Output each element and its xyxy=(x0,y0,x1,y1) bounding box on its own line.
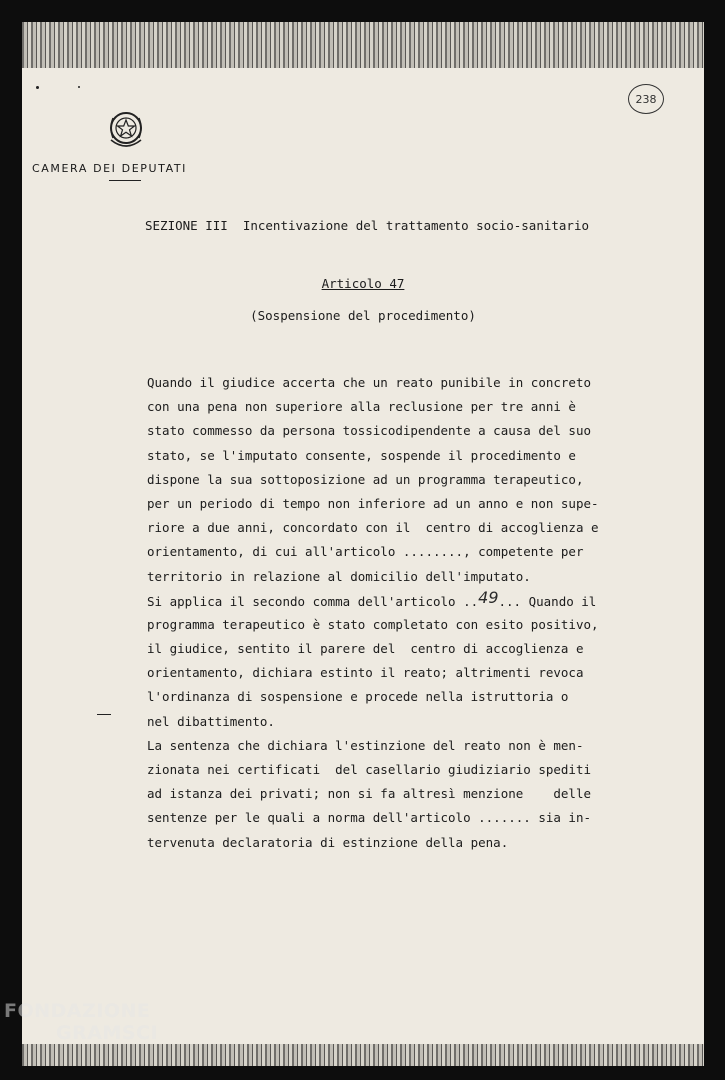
scan-speck xyxy=(36,86,39,89)
body-line: tervenuta declaratoria di estinzione della pena. xyxy=(147,834,509,850)
body-line: con una pena non superiore alla reclusione per tre anni è xyxy=(147,399,576,415)
body-line: riore a due anni, concordato con il centro di accoglienza e xyxy=(147,520,599,536)
body-line xyxy=(147,589,692,613)
body-line: stato commesso da persona tossicodipendente a causa del suo xyxy=(147,423,592,439)
body-line-text: ... Quando il xyxy=(498,593,597,609)
document-page xyxy=(22,22,704,1066)
body-line: zionata nei certificati del casellario giudiziario spediti xyxy=(147,762,592,777)
institution-name: CAMERA DEI DEPUTATI xyxy=(32,162,188,175)
article-body xyxy=(147,371,692,855)
body-line: territorio in relazione al domicilio dell'imputato. xyxy=(147,568,531,584)
body-line: il giudice, sentito il parere del centro di accoglienza e xyxy=(147,641,584,657)
section-title: SEZIONE III Incentivazione del trattamento socio-sanitario xyxy=(145,218,590,233)
handwritten-article-number: 49 xyxy=(478,587,499,607)
body-line-text: Si applica il secondo comma dell'articolo .. xyxy=(147,593,479,609)
body-line: orientamento, dichiara estinto il reato; altrimenti revoca xyxy=(147,665,584,681)
body-line: sentenze per le quali a norma dell'articolo ....... sia in- xyxy=(147,810,592,826)
institution-underline xyxy=(109,180,141,181)
body-line: La sentenza che dichiara l'estinzione del reato non è men- xyxy=(147,737,584,753)
article-subtitle: (Sospensione del procedimento) xyxy=(250,308,476,323)
body-line: orientamento, di cui all'articolo ........, competente per xyxy=(147,544,584,560)
watermark-line-1: FONDAZIONE xyxy=(4,1000,151,1022)
article-title xyxy=(22,276,704,291)
italian-emblem-icon xyxy=(105,106,147,152)
body-line: Quando il giudice accerta che un reato punibile in concreto xyxy=(147,375,592,390)
page-number-stamp: 238 xyxy=(628,84,664,114)
body-line: nel dibattimento. xyxy=(147,713,275,729)
scan-speck xyxy=(97,714,111,715)
scan-bottom-edge xyxy=(22,1044,704,1066)
body-line: stato, se l'imputato consente, sospende il procedimento e xyxy=(147,447,576,463)
body-line: programma terapeutico è stato completato con esito positivo, xyxy=(147,616,599,632)
scan-top-edge xyxy=(22,22,704,68)
scan-speck xyxy=(78,86,80,88)
body-line: dispone la sua sottoposizione ad un programma terapeutico, xyxy=(147,471,584,487)
body-line: per un periodo di tempo non inferiore ad un anno e non supe- xyxy=(147,495,599,511)
watermark-line-2: GRAMSCI xyxy=(56,1022,159,1044)
article-title-text: Articolo 47 xyxy=(321,276,405,291)
archive-watermark xyxy=(4,1000,158,1044)
body-line: l'ordinanza di sospensione e procede nella istruttoria o xyxy=(147,689,569,705)
body-line: ad istanza dei privati; non si fa altresì menzione delle xyxy=(147,786,592,802)
